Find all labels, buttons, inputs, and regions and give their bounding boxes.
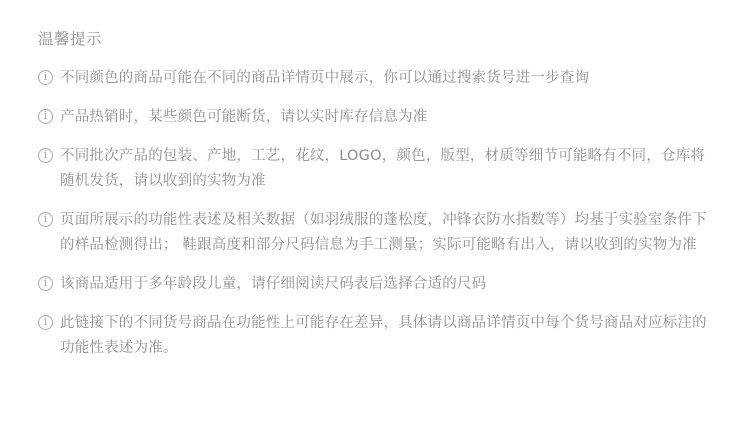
notice-item-text: 不同颜色的商品可能在不同的商品详情页中展示，你可以通过搜索货号进一步查询 [60,70,590,86]
list-item [38,144,726,194]
list-item [38,105,726,130]
info-circle-icon [38,148,53,163]
notice-item-text: 不同批次产品的包装、产地，工艺，花纹，LOGO，颜色，版型，材质等细节可能略有不同，仓库将随机发货，请以收到的实物为准 [60,148,706,189]
notice-list [38,66,726,361]
info-circle-icon [38,315,53,330]
list-item [38,272,726,297]
notice-item-text: 页面所展示的功能性表述及相关数据（如羽绒服的蓬松度，冲锋衣防水指数等）均基于实验室条件下的样品检测得出； 鞋跟高度和部分尺码信息为手工测量；实际可能略有出入，请以收到的实物为准 [60,212,707,253]
notice-item-text: 该商品适用于多年龄段儿童，请仔细阅读尺码表后选择合适的尺码 [60,276,487,292]
info-circle-icon [38,70,53,85]
info-circle-icon [38,109,53,124]
info-circle-icon [38,276,53,291]
notice-item-text: 此链接下的不同货号商品在功能性上可能存在差异，具体请以商品详情页中每个货号商品对应标注的功能性表述为准。 [60,315,707,356]
info-circle-icon [38,212,53,227]
list-item [38,66,726,91]
notice-item-text: 产品热销时，某些颜色可能断货，请以实时库存信息为准 [60,109,428,125]
list-item [38,311,726,361]
notice-title: 温馨提示 [38,30,103,48]
list-item [38,208,726,258]
